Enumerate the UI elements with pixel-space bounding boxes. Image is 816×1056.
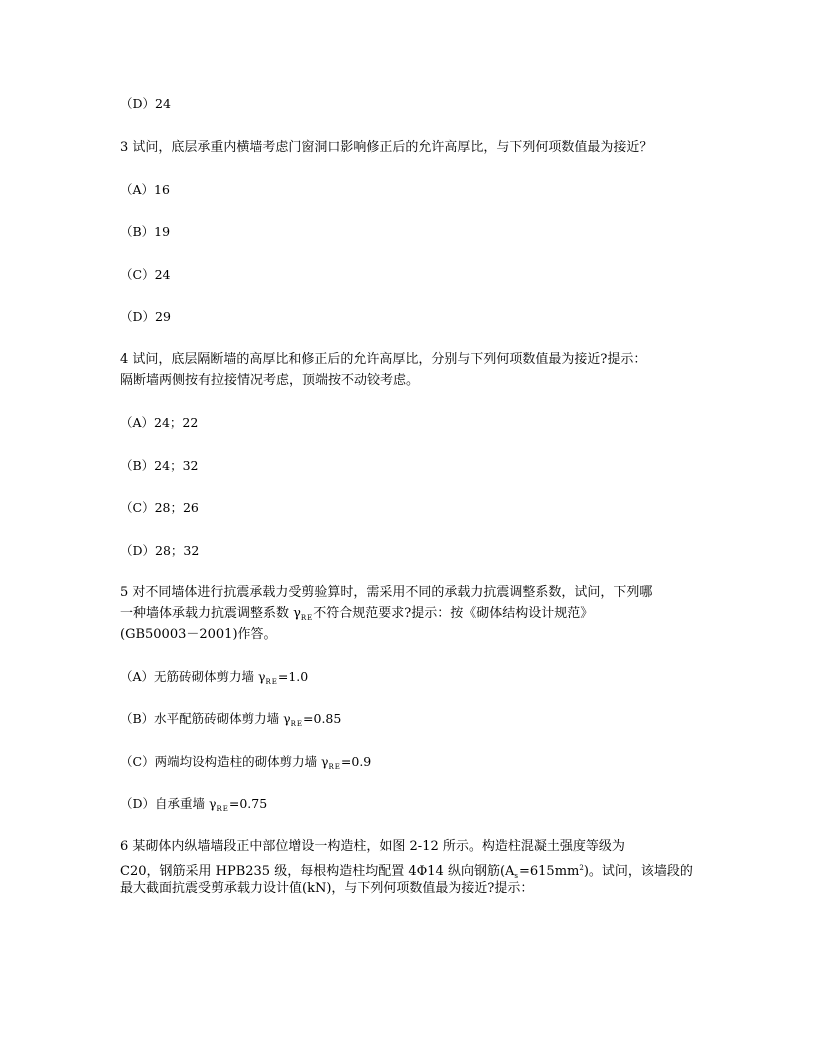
q3-option-b: （B）19 xyxy=(120,224,171,239)
q4-option-a: （A）24；22 xyxy=(120,415,199,430)
q5-option-c: （C）两端均设构造柱的砌体剪力墙 $\gamma_{RE}=0.9$ xyxy=(120,754,372,771)
q6-stem-line3: 最大截面抗震受剪承载力设计值(kN)，与下列何项数值最为接近?提示： xyxy=(120,881,534,896)
q5-stem-line2: 一种墙体承载力抗震调整系数 $\gamma_{RE}$不符合规范要求?提示：按《砌体结构设计规范》 xyxy=(120,606,594,622)
q3-option-c: （C）24 xyxy=(120,267,171,282)
q4-stem-line2: 隔断墙两侧按有拉接情况考虑，顶端按不动铰考虑。 xyxy=(120,373,420,388)
q4-option-d: （D）28；32 xyxy=(120,543,200,558)
q6-stem-line2: C20，钢筋采用 HPB235 级，每根构造柱均配置 4Φ14 纵向钢筋$(A_s=615mm^2)$。试问，该墙段的 xyxy=(120,864,693,880)
q5-stem-line3: (GB50003－2001)作答。 xyxy=(120,627,277,642)
q2-option-d: （D）24 xyxy=(120,96,171,111)
q5-option-b: （B）水平配筋砖砌体剪力墙 $\gamma_{RE}=0.85$ xyxy=(120,711,342,728)
q5-stem-line1: 5 对不同墙体进行抗震承载力受剪验算时，需采用不同的承载力抗震调整系数，试问，下列哪 xyxy=(120,585,653,600)
q5-option-a: （A）无筋砖砌体剪力墙 $\gamma_{RE}=1.0$ xyxy=(120,669,309,686)
q4-option-b: （B）24；32 xyxy=(120,458,199,473)
q5-option-d: （D）自承重墙 $\gamma_{RE}=0.75$ xyxy=(120,796,268,813)
q3-option-d: （D）29 xyxy=(120,309,171,324)
q3-stem: 3 试问，底层承重内横墙考虑门窗洞口影响修正后的允许高厚比，与下列何项数值最为接近？ xyxy=(120,140,653,155)
q4-option-c: （C）28；26 xyxy=(120,500,199,515)
q6-stem-line1: 6 某砌体内纵墙墙段正中部位增设一构造柱，如图 2-12 所示。构造柱混凝土强度等级为 xyxy=(120,839,625,854)
q4-stem-line1: 4 试问，底层隔断墙的高厚比和修正后的允许高厚比，分别与下列何项数值最为接近?提示： xyxy=(120,352,647,367)
q3-option-a: （A）16 xyxy=(120,182,170,197)
